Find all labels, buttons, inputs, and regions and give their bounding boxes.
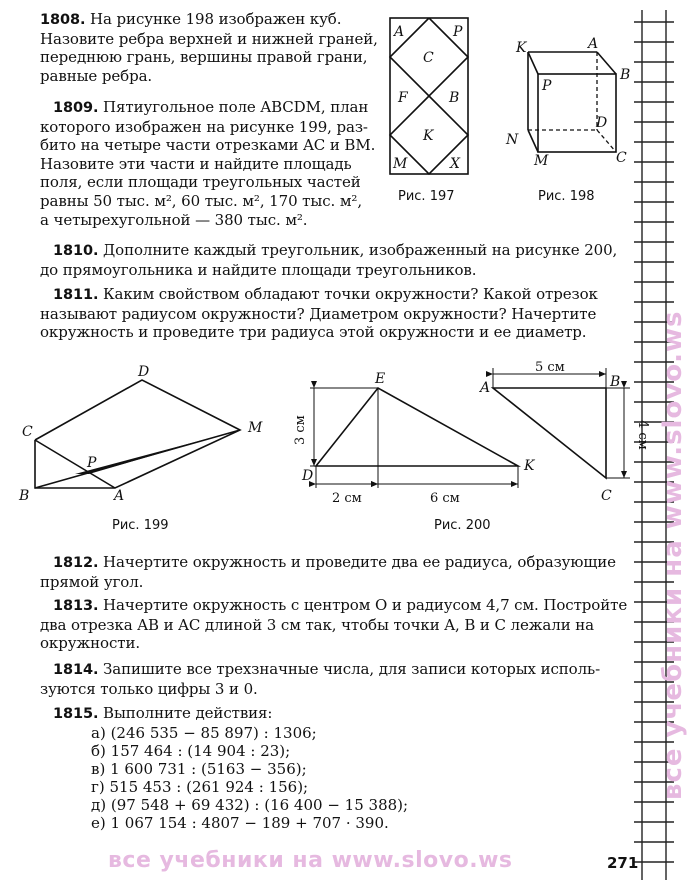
- figure-198: [500, 34, 630, 174]
- text-line: Запишите все трехзначные числа, для записи которых исполь-: [103, 660, 601, 678]
- problem-number: 1810.: [53, 243, 99, 259]
- text-line: Начертите окружность и проведите два ее радиуса, образующие: [103, 553, 616, 571]
- fig200-dim: 4 см: [635, 420, 650, 450]
- problem-number: 1815.: [53, 706, 99, 722]
- problem-number: 1814.: [53, 662, 99, 678]
- problem-1811: [40, 285, 640, 342]
- fig198-label: D: [596, 115, 608, 131]
- problem-1813: [40, 596, 640, 653]
- fig197-label: F: [398, 90, 408, 106]
- fig200-dim: 2 см: [332, 491, 362, 506]
- fig200-label: B: [610, 374, 621, 390]
- fig198-label: C: [616, 150, 627, 166]
- text-line: Пятиугольное поле ABCDM, план: [103, 98, 369, 116]
- fig199-label: D: [138, 364, 150, 380]
- text-line: равные ребра.: [40, 66, 153, 85]
- text-line: Выполните действия:: [103, 704, 273, 722]
- fig199-caption: Рис. 199: [112, 518, 169, 533]
- watermark-side: все учебники на www.slovo.ws: [658, 310, 688, 800]
- text-line: окружности.: [40, 634, 141, 653]
- fig197-label: X: [450, 156, 460, 172]
- fig199-label: M: [248, 420, 263, 436]
- fig197-label: P: [453, 24, 463, 40]
- fig200-dim: 3 см: [293, 415, 308, 445]
- figure-197: [385, 14, 475, 179]
- problem-1808: [40, 10, 385, 85]
- watermark-bottom: все учебники на www.slovo.ws: [108, 848, 513, 873]
- text-line: окружность и проведите три радиуса этой окружности и ее диаметр.: [40, 323, 587, 342]
- text-line: до прямоугольника и найдите площади треугольников.: [40, 260, 477, 279]
- problem-1815: [40, 704, 640, 724]
- text-line: а четырехугольной — 380 тыс. м².: [40, 210, 308, 229]
- fig200-label: A: [480, 380, 491, 396]
- figure-200: [280, 360, 650, 510]
- fig198-label: N: [506, 132, 519, 148]
- fig197-caption: Рис. 197: [398, 189, 455, 204]
- text-line: поля, если площади треугольных частей: [40, 173, 361, 192]
- list-item: а) (246 535 − 85 897) : 1306;: [91, 724, 317, 742]
- fig197-label: M: [393, 156, 408, 172]
- fig200-label: C: [601, 488, 612, 504]
- text-line: Назовите эти части и найдите площадь: [40, 154, 352, 173]
- fig197-label: B: [449, 90, 460, 106]
- fig198-caption: Рис. 198: [538, 189, 595, 204]
- text-line: называют радиусом окружности? Диаметром окружности? Начертите: [40, 304, 597, 323]
- fig200-label: E: [375, 371, 386, 387]
- problem-number: 1809.: [53, 100, 99, 116]
- page-number: 271: [607, 854, 639, 872]
- text-line: Дополните каждый треугольник, изображенный на рисунке 200,: [103, 241, 618, 259]
- fig199-label: A: [114, 488, 125, 504]
- list-item: д) (97 548 + 69 432) : (16 400 − 15 388);: [91, 796, 409, 814]
- problem-number: 1808.: [40, 12, 86, 28]
- text-line: зуются только цифры 3 и 0.: [40, 679, 258, 698]
- problem-1809: [40, 98, 385, 229]
- fig198-label: K: [516, 40, 527, 56]
- text-line: равны 50 тыс. м², 60 тыс. м², 170 тыс. м²,: [40, 191, 363, 210]
- fig199-label: C: [22, 424, 33, 440]
- problem-1814: [40, 660, 640, 698]
- problem-1812: [40, 553, 640, 591]
- list-item: е) 1 067 154 : 4807 − 189 + 707 · 390.: [91, 814, 389, 832]
- fig198-label: A: [588, 36, 599, 52]
- list-item: в) 1 600 731 : (5163 − 356);: [91, 760, 307, 778]
- fig198-label: B: [620, 67, 631, 83]
- text-line: которого изображен на рисунке 199, раз-: [40, 117, 368, 136]
- list-item: г) 515 453 : (261 924 : 156);: [91, 778, 309, 796]
- text-line: Начертите окружность с центром O и радиусом 4,7 см. Постройте: [103, 596, 628, 614]
- fig197-label: K: [423, 128, 434, 144]
- text-line: Назовите ребра верхней и нижней граней,: [40, 29, 378, 48]
- text-line: прямой угол.: [40, 572, 144, 591]
- text-line: Каким свойством обладают точки окружности? Какой отрезок: [103, 285, 598, 303]
- text-line: бито на четыре части отрезками AC и BM.: [40, 136, 376, 155]
- fig198-label: P: [542, 78, 552, 94]
- fig200-dim: 6 см: [430, 491, 460, 506]
- text-line: переднюю грань, вершины правой грани,: [40, 48, 368, 67]
- text-line: два отрезка AB и AC длиной 3 см так, чтобы точки A, B и C лежали на: [40, 615, 595, 634]
- text-line: На рисунке 198 изображен куб.: [90, 10, 342, 28]
- fig200-caption: Рис. 200: [434, 518, 491, 533]
- fig197-label: A: [394, 24, 405, 40]
- fig198-label: M: [534, 153, 549, 169]
- fig200-dim: 5 см: [535, 360, 565, 375]
- fig199-label: P: [87, 455, 97, 471]
- problem-number: 1811.: [53, 287, 99, 303]
- problem-1810: [40, 241, 640, 279]
- fig199-label: B: [19, 488, 30, 504]
- figure-199: [15, 360, 275, 505]
- problem-number: 1813.: [53, 598, 99, 614]
- problem-number: 1812.: [53, 555, 99, 571]
- list-item: б) 157 464 : (14 904 : 23);: [91, 742, 291, 760]
- fig197-label: C: [423, 50, 434, 66]
- fig200-label: D: [302, 468, 314, 484]
- fig200-label: K: [524, 458, 535, 474]
